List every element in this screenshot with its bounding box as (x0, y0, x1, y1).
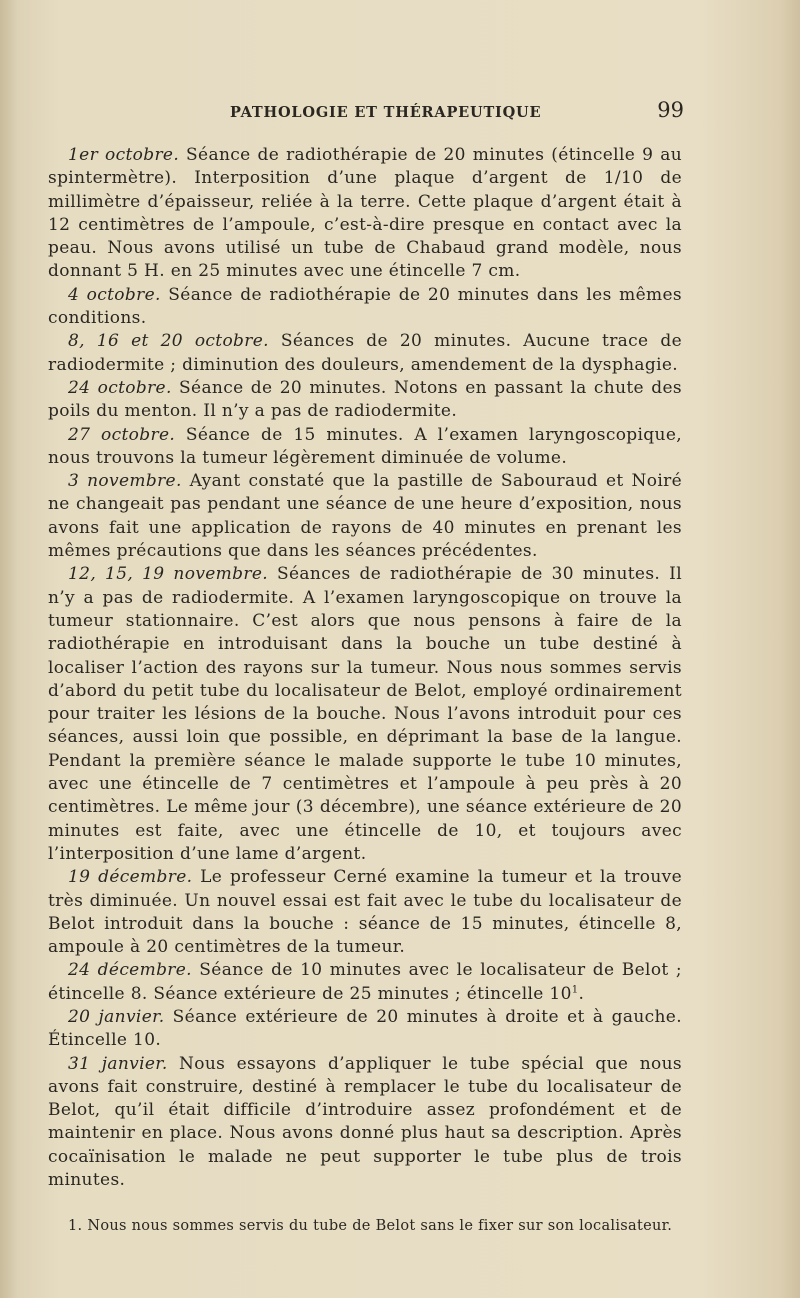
running-title: PATHOLOGIE ET THÉRAPEUTIQUE (230, 104, 542, 121)
date-label: 24 octobre. (68, 377, 172, 398)
date-label: 19 décembre. (68, 867, 193, 888)
date-label: 4 octobre. (68, 284, 161, 305)
paragraph-3-nov (48, 470, 682, 563)
paragraph-text: Séance de radiothérapie de 20 minutes dans les mêmes conditions. (48, 284, 682, 329)
date-label: 3 novembre. (68, 471, 182, 492)
paragraph-1-oct (48, 144, 682, 284)
page-number: 99 (657, 98, 684, 122)
paragraph-text: Le professeur Cerné examine la tumeur et la trouve très diminuée. Un nouvel essai est fait avec le tube du localisateur de Belot introduit dans la bouche : séance de 15 minutes, étincelle 8, ampoule à 20 centimètres de la tumeur. (48, 867, 682, 958)
page-header (48, 98, 684, 128)
body-text (48, 144, 682, 1192)
paragraph-text: Séance extérieure de 20 minutes à droite et à gauche. Étincelle 10. (48, 1006, 682, 1051)
paragraph-text: Nous essayons d’appliquer le tube spécial que nous avons fait construire, destiné à remplacer le tube du localisateur de Belot, qu’il était difficile d’introduire assez profondément et de maintenir en place. Nous avons donné plus haut sa description. Après cocaïnisation le malade ne peut supporter le tube plus de trois minutes. (48, 1053, 682, 1191)
paragraph-text: Séances de 20 minutes. Aucune trace de radiodermite ; diminution des douleurs, amendement de la dysphagie. (48, 331, 682, 375)
paragraph-31-jan (48, 1053, 682, 1193)
paragraph-text: Séance de 20 minutes. Notons en passant la chute des poils du menton. Il n’y a pas de radiodermite. (48, 377, 682, 422)
date-label: 8, 16 et 20 octobre. (68, 331, 269, 352)
paragraph-24-dec (48, 959, 682, 1006)
paragraph-19-dec (48, 866, 682, 959)
paragraph-20-jan (48, 1006, 682, 1053)
paragraph-text-end: . (578, 983, 585, 1004)
paragraph-text: Séance de radiothérapie de 20 minutes (étincelle 9 au spintermètre). Interposition d’une plaque d’argent de 1/10 de millimètre d’épaisseur, reliée à la terre. Cette plaque d’argent était à 12 centimètres de l’ampoule, c’est-à-dire presque en contact avec la peau. Nous avons utilisé un tube de Chabaud grand modèle, nous donnant 5 H. en 25 minutes avec une étincelle 7 cm. (48, 145, 682, 282)
date-label: 20 janvier. (68, 1006, 165, 1027)
date-label: 27 octobre. (68, 424, 176, 445)
date-label: 1er octobre. (68, 145, 180, 165)
date-label: 31 janvier. (68, 1053, 168, 1074)
paragraph-text: Séances de radiothérapie de 30 minutes. Il n’y a pas de radiodermite. A l’examen laryngoscopique on trouve la tumeur stationnaire. C’est alors que nous pensons à faire de la radiothérapie en introduisant dans la bouche un tube destiné à localiser l’action des rayons sur la tumeur. Nous nous sommes servis d’abord du petit tube du localisateur de Belot, employé ordinairement pour traiter les lésions de la bouche. Nous l’avons introduit pour ces séances, aussi loin que possible, en déprimant la base de la langue. Pendant la première séance le malade supporte le tube 10 minutes, avec une étincelle de 7 centimètres et l’ampoule à peu près à 20 centimètres. Le même jour (3 décembre), une séance extérieure de 20 minutes est faite, avec une étincelle de 10, et toujours avec l’interposition d’une lame d’argent. (48, 564, 682, 864)
paragraph-12-15-19-nov (48, 563, 682, 866)
paragraph-4-oct (48, 284, 682, 331)
date-label: 24 décembre. (68, 960, 192, 981)
paragraph-text: Séance de 10 minutes avec le localisateur de Belot ; étincelle 8. Séance extérieure de 25 minutes ; étincelle 10 (48, 960, 682, 1004)
paragraph-24-oct (48, 377, 682, 424)
footnote: 1. Nous nous sommes servis du tube de Belot sans le fixer sur son localisateur. (68, 1218, 673, 1234)
footnote-reference[interactable]: 1 (571, 984, 579, 996)
paragraph-27-oct (48, 424, 682, 471)
paragraph-text: Séance de 15 minutes. A l’examen laryngoscopique, nous trouvons la tumeur légèrement diminuée de volume. (48, 424, 682, 468)
paragraph-8-16-20-oct (48, 330, 682, 377)
date-label: 12, 15, 19 novembre. (68, 564, 269, 585)
paragraph-text: Ayant constaté que la pastille de Sabouraud et Noiré ne changeait pas pendant une séance de une heure d’exposition, nous avons fait une application de rayons de 40 minutes en prenant les mêmes précautions que dans les séances précédentes. (48, 471, 683, 562)
